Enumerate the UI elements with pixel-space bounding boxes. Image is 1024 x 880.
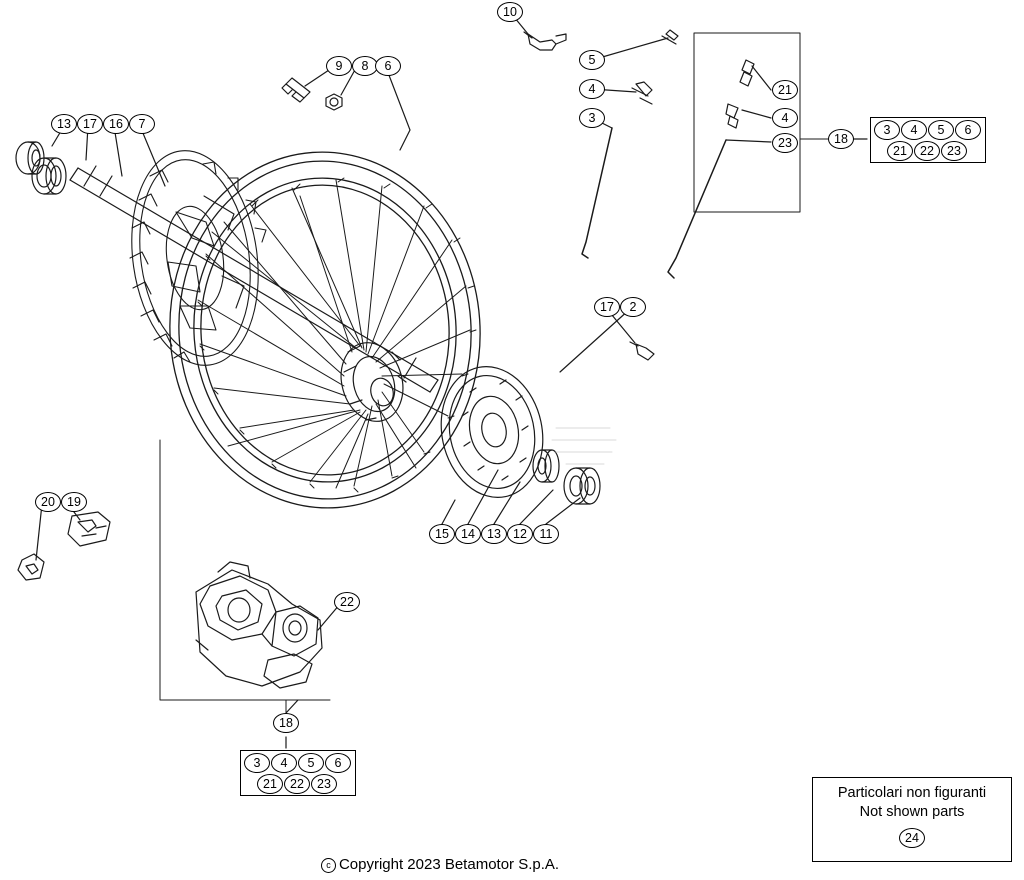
group-bottom-3[interactable]: 3	[244, 753, 270, 773]
callout-2[interactable]: 2	[620, 297, 646, 317]
callout-13-disc[interactable]: 13	[481, 524, 507, 544]
callout-4-right[interactable]: 4	[772, 108, 798, 128]
group-bottom-21[interactable]: 21	[257, 774, 283, 794]
callout-8[interactable]: 8	[352, 56, 378, 76]
copyright-text: Copyright 2023 Betamotor S.p.A.	[338, 856, 560, 873]
group-bottom-6[interactable]: 6	[325, 753, 351, 773]
group-bottom-22[interactable]: 22	[284, 774, 310, 794]
callout-7[interactable]: 7	[129, 114, 155, 134]
group-right-22[interactable]: 22	[914, 141, 940, 161]
callout-24[interactable]: 24	[899, 828, 925, 848]
callout-10[interactable]: 10	[497, 2, 523, 22]
callout-9[interactable]: 9	[326, 56, 352, 76]
group-bottom-5[interactable]: 5	[298, 753, 324, 773]
group-right-3[interactable]: 3	[874, 120, 900, 140]
callout-19[interactable]: 19	[61, 492, 87, 512]
group-bottom-4[interactable]: 4	[271, 753, 297, 773]
callout-18-right[interactable]: 18	[828, 129, 854, 149]
callout-6[interactable]: 6	[375, 56, 401, 76]
callout-17-disc[interactable]: 17	[594, 297, 620, 317]
group-box-bottom	[240, 750, 356, 796]
callout-18-bottom[interactable]: 18	[273, 713, 299, 733]
group-right-5[interactable]: 5	[928, 120, 954, 140]
callout-4-top[interactable]: 4	[579, 79, 605, 99]
group-box-right	[870, 117, 986, 163]
group-right-23[interactable]: 23	[941, 141, 967, 161]
callout-21-right[interactable]: 21	[772, 80, 798, 100]
not-shown-parts-box	[812, 777, 1012, 862]
group-right-6[interactable]: 6	[955, 120, 981, 140]
callout-22[interactable]: 22	[334, 592, 360, 612]
group-bottom-23[interactable]: 23	[311, 774, 337, 794]
callout-20[interactable]: 20	[35, 492, 61, 512]
copyright-line	[280, 856, 600, 873]
callout-13-left[interactable]: 13	[51, 114, 77, 134]
callout-15[interactable]: 15	[429, 524, 455, 544]
group-right-4[interactable]: 4	[901, 120, 927, 140]
callout-14[interactable]: 14	[455, 524, 481, 544]
copyright-icon: c	[321, 858, 336, 873]
callout-17-left[interactable]: 17	[77, 114, 103, 134]
callout-3-top[interactable]: 3	[579, 108, 605, 128]
callout-23-right[interactable]: 23	[772, 133, 798, 153]
callout-5[interactable]: 5	[579, 50, 605, 70]
callout-12[interactable]: 12	[507, 524, 533, 544]
not-shown-parts-label-it: Particolari non figuranti	[837, 785, 987, 801]
callout-11[interactable]: 11	[533, 524, 559, 544]
group-right-21[interactable]: 21	[887, 141, 913, 161]
not-shown-parts-label-en: Not shown parts	[859, 804, 965, 820]
callout-16[interactable]: 16	[103, 114, 129, 134]
